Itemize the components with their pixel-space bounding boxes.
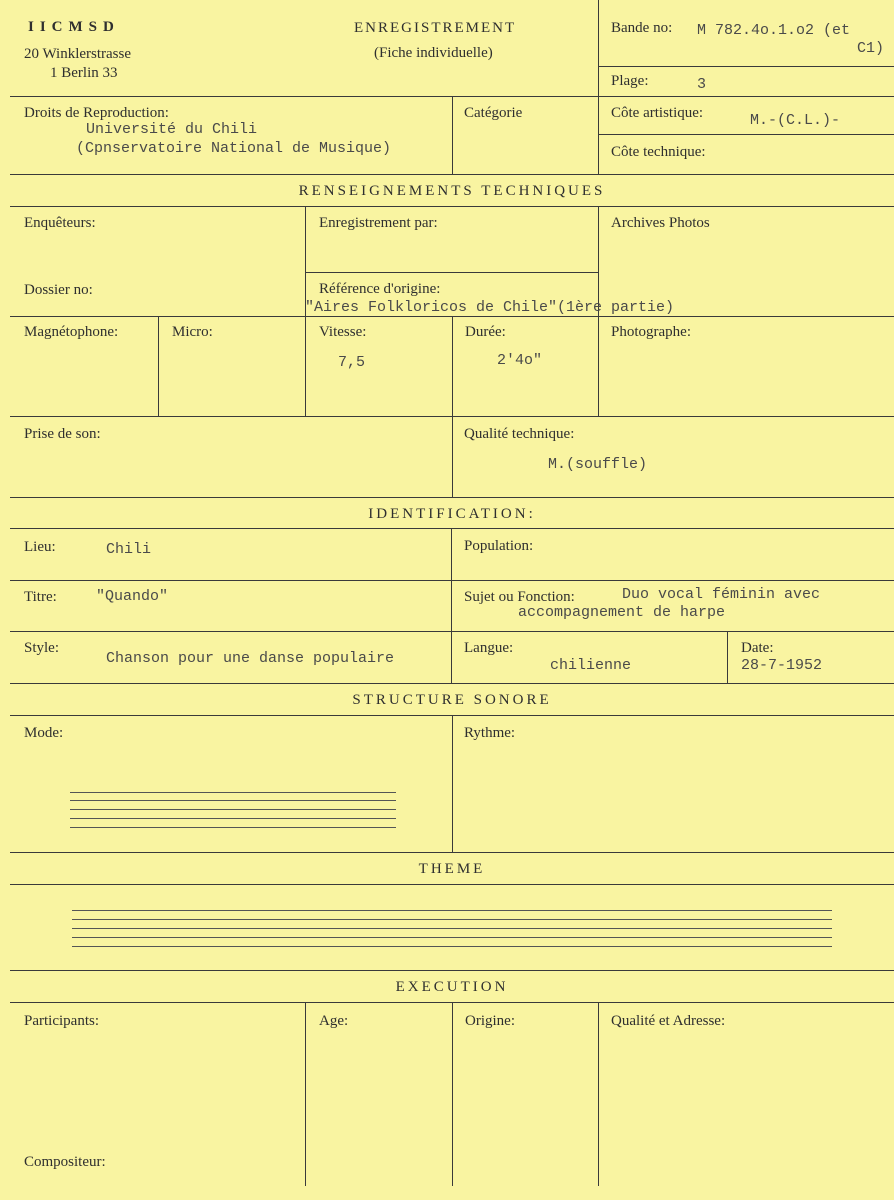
- rule-v-ident: [451, 528, 452, 683]
- lieu-label: Lieu:: [24, 539, 56, 555]
- plage-label: Plage:: [611, 73, 649, 89]
- style-value: Chanson pour une danse populaire: [106, 650, 395, 667]
- rule-v-date: [727, 631, 728, 683]
- section-heading-identification: IDENTIFICATION:: [368, 506, 536, 522]
- rule-reference: [305, 272, 598, 273]
- bande-value: M 782.4o.1.o2 (et: [697, 22, 851, 39]
- duree-value: 2'4o": [497, 352, 543, 369]
- rule-v-duree: [452, 316, 453, 497]
- photographe-label: Photographe:: [611, 324, 691, 340]
- population-label: Population:: [464, 538, 534, 554]
- vitesse-value: 7,5: [338, 354, 366, 371]
- rule-v-categorie: [452, 96, 453, 174]
- section-heading-technique: RENSEIGNEMENTS TECHNIQUES: [298, 183, 606, 199]
- qualite-technique-value: M.(souffle): [548, 456, 648, 473]
- micro-label: Micro:: [172, 324, 213, 340]
- enregistrement-par-label: Enregistrement par:: [319, 215, 438, 231]
- cote-artistique-label: Côte artistique:: [611, 105, 704, 121]
- rule-v-structure: [452, 715, 453, 852]
- date-label: Date:: [741, 640, 774, 656]
- org-logo: IICMSD: [28, 19, 120, 35]
- langue-label: Langue:: [464, 640, 514, 656]
- org-address-line2: 1 Berlin 33: [50, 65, 118, 81]
- archives-photos-label: Archives Photos: [611, 215, 710, 231]
- section-heading-execution: EXECUTION: [395, 979, 509, 995]
- langue-value: chilienne: [550, 657, 632, 674]
- rule-theme-heading: [10, 884, 894, 885]
- origine-label: Origine:: [465, 1013, 515, 1029]
- titre-label: Titre:: [24, 589, 57, 605]
- rule-v-micro: [158, 316, 159, 416]
- rule-cote: [598, 134, 894, 135]
- dossier-label: Dossier no:: [24, 282, 93, 298]
- magnetophone-label: Magnétophone:: [24, 324, 119, 340]
- qualite-technique-label: Qualité technique:: [464, 426, 575, 442]
- plage-value: 3: [697, 76, 707, 93]
- bande-label: Bande no:: [611, 20, 673, 36]
- rule-lieu: [10, 580, 894, 581]
- enqueteurs-label: Enquêteurs:: [24, 215, 96, 231]
- form-title: ENREGISTREMENT: [354, 20, 517, 36]
- qualite-adresse-label: Qualité et Adresse:: [611, 1013, 726, 1029]
- rule-v-exec-2: [452, 1002, 453, 1186]
- lieu-value: Chili: [106, 541, 152, 558]
- rule-structure-bottom: [10, 852, 894, 853]
- form-subtitle: (Fiche individuelle): [374, 45, 493, 61]
- section-heading-theme: THEME: [418, 861, 486, 877]
- age-label: Age:: [319, 1013, 349, 1029]
- categorie-label: Catégorie: [464, 105, 523, 121]
- style-label: Style:: [24, 640, 60, 656]
- org-address-line1: 20 Winklerstrasse: [24, 46, 132, 62]
- cote-artistique-value: M.-(C.L.)-: [750, 112, 841, 129]
- participants-label: Participants:: [24, 1013, 99, 1029]
- rule-rights-bottom: [10, 174, 894, 175]
- reference-value: "Aires Folkloricos de Chile"(1ère partie): [305, 299, 675, 316]
- sujet-value-line1: Duo vocal féminin avec: [622, 586, 821, 603]
- titre-value: "Quando": [96, 588, 169, 605]
- rule-plage: [598, 66, 894, 67]
- rights-line2: (Cpnservatoire National de Musique): [76, 140, 392, 157]
- bande-value-cont: C1): [857, 40, 885, 57]
- rule-titre: [10, 631, 894, 632]
- rule-theme-bottom: [10, 970, 894, 971]
- section-heading-structure: STRUCTURE SONORE: [352, 692, 552, 708]
- cote-technique-label: Côte technique:: [611, 144, 706, 160]
- rule-ident-top: [10, 497, 894, 498]
- date-value: 28-7-1952: [741, 657, 823, 674]
- duree-label: Durée:: [465, 324, 506, 340]
- rule-v-exec-3: [598, 1002, 599, 1186]
- compositeur-label: Compositeur:: [24, 1154, 106, 1170]
- mode-label: Mode:: [24, 725, 64, 741]
- rights-line1: Université du Chili: [86, 121, 258, 138]
- rule-v-exec-1: [305, 1002, 306, 1186]
- rythme-label: Rythme:: [464, 725, 516, 741]
- rule-ident-heading: [10, 528, 894, 529]
- rule-tech-heading: [10, 206, 894, 207]
- sujet-value-line2: accompagnement de harpe: [518, 604, 726, 621]
- rule-v-header: [598, 0, 599, 174]
- prise-de-son-label: Prise de son:: [24, 426, 101, 442]
- rights-label: Droits de Reproduction:: [24, 105, 169, 121]
- vitesse-label: Vitesse:: [319, 324, 367, 340]
- sujet-label: Sujet ou Fonction:: [464, 589, 575, 605]
- rule-style: [10, 683, 894, 684]
- reference-label: Référence d'origine:: [319, 281, 441, 297]
